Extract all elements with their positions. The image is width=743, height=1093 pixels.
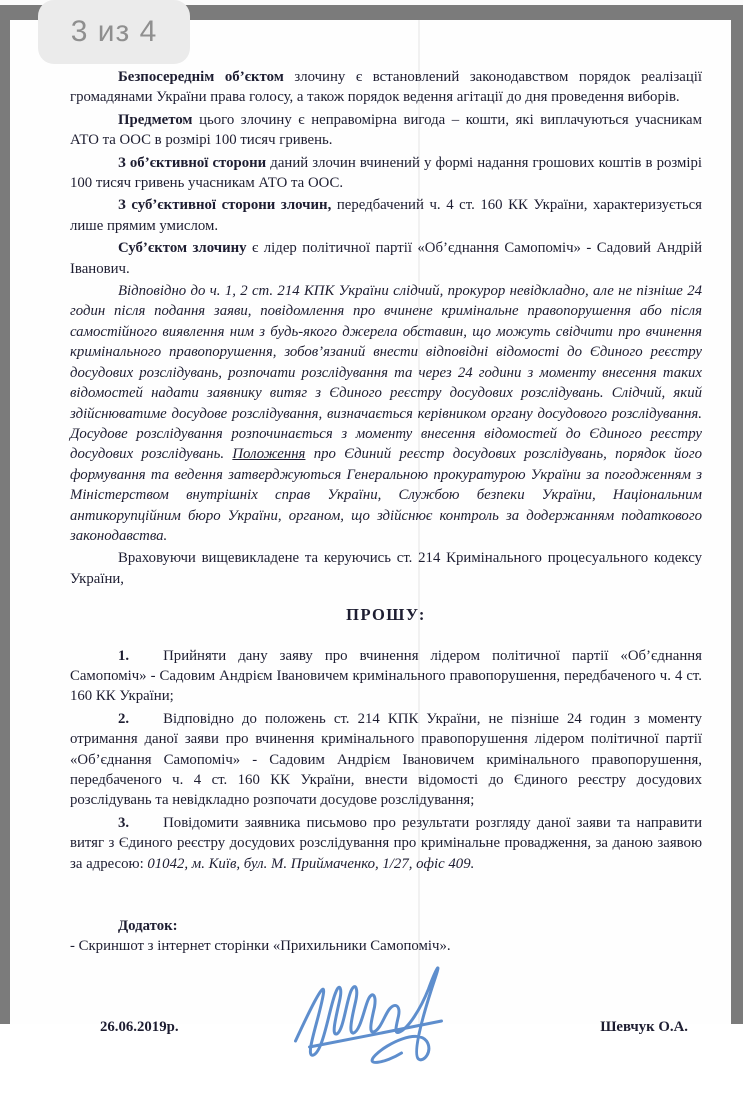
document-date: 26.06.2019р.: [100, 1018, 179, 1035]
attachment-label: Додаток:: [118, 918, 178, 935]
page-indicator-badge: [38, 0, 190, 64]
item-text: Прийняти дану заяву про вчинення лідером політичної партії «Об’єднання Самопоміч» - Садовим Андрієм Івановичем кримінального правопорушення, передбаченого ч. 4 ст. 160 КК України;: [70, 647, 702, 705]
photo-background-right: [731, 5, 743, 1024]
paragraph-lead: З об’єктивної сторони: [118, 154, 267, 171]
request-item-1: [70, 646, 702, 707]
paragraph-closing: [70, 548, 702, 589]
document-page: [10, 20, 731, 1035]
request-item-3: [70, 813, 702, 874]
item-number: 2.: [118, 710, 130, 727]
signer-name: Шевчук О.А.: [600, 1018, 688, 1035]
item-text: Повідомити заявника письмово про результати розгляду даної заяви та направити витяг з Єдиного реєстру досудових розслідування про кримінальне провадження, за даною заявою за адресою:: [70, 814, 702, 872]
legal-quote-text: про Єдиний реєстр досудових розслідувань, порядок його формування та ведення затверджуються Генеральною прокуратурою України за погодженням з Міністерством внутрішніх справ України, Службою безпеки України, Національним антикорупційним бюро України, органом, що здійснює контроль за додержанням податкового законодавства.: [70, 446, 702, 544]
item-number: 3.: [118, 814, 130, 831]
item-text: Відповідно до положень ст. 214 КПК України, не пізніше 24 годин з моменту отримання даної заяви про вчинення кримінального правопорушення лідером політичної партії «Об’єднання Самопоміч» - Садовим Андрієм Івановичем кримінального правопорушення, передбаченого ч. 4 ст. 160 КК України, внести відомості до Єдиного реєстру досудових розслідувань та невідкладно розпочати досудове розслідування;: [70, 710, 702, 809]
paragraph-text: є лідер політичної партії «Об’єднання Самопоміч» - Садовий Андрій Іванович.: [70, 240, 702, 277]
request-heading: ПРОШУ:: [346, 605, 426, 625]
paragraph-text: Враховуючи вищевикладене та керуючись ст. 214 Кримінального процесуального кодексу України,: [70, 550, 702, 587]
paragraph-subjective-side: [70, 195, 702, 236]
attachment-item: - Скриншот з інтернет сторінки «Прихильники Самопоміч».: [70, 938, 451, 955]
request-item-2: [70, 709, 702, 811]
paragraph-text: цього злочину є неправомірна вигода – кошти, які виплачуються учасникам АТО та ООС в розмірі 100 тисяч гривень.: [70, 111, 702, 149]
legal-quote-underlined-word: Положення: [232, 446, 306, 463]
photo-background-left: [0, 12, 10, 1024]
paragraph-objective-side: [70, 153, 702, 194]
paragraph-lead: З суб’єктивної сторони злочин,: [118, 197, 332, 214]
page-indicator-text: 3 из 4: [70, 15, 158, 48]
paragraph-subject-of-crime: [70, 238, 702, 279]
paragraph-lead: Безпосереднім об’єктом: [118, 69, 284, 85]
signature: [282, 955, 472, 1087]
paragraph-text: передбачений ч. 4 ст. 160 КК України, характеризується лише прямим умислом.: [70, 197, 702, 234]
paragraph-lead: Предметом: [118, 111, 193, 128]
paragraph-text: злочину є встановлений законодавством порядок реалізації громадянами України права голосу, а також порядок ведення агітації до дня проведення виборів.: [70, 69, 702, 106]
paragraph-direct-object: [70, 67, 702, 108]
item-number: 1.: [118, 647, 130, 664]
item-address: 01042, м. Київ, бул. М. Приймаченко, 1/27, офіс 409.: [147, 855, 475, 872]
signature-block: [70, 997, 702, 1057]
paragraph-legal-quote: [70, 281, 702, 546]
document-content: [70, 67, 702, 1057]
paragraph-text: даний злочин вчинений у формі надання грошових коштів в розмірі 100 тисяч гривень учасникам АТО та ООС.: [70, 154, 702, 192]
paragraph-subject-matter: [70, 110, 702, 151]
legal-quote-text: Відповідно до ч. 1, 2 ст. 214 КПК України слідчий, прокурор невідкладно, але не пізніше 24 годин після подання заяви, повідомлення про вчинене кримінальне правопорушення або після самостійного виявлення ним з будь-якого джерела обставин, що можуть свідчити про вчинення кримінального правопорушення, зобов’язаний внести відповідні відомості до Єдиного реєстру досудових розслідувань, розпочати розслідування та через 24 години з моменту внесення таких відомостей надати заявнику витяг з Єдиного реєстру досудових розслідувань. Слідчий, який здійснюватиме досудове розслідування, визначається керівником органу досудового розслідування. Досудове розслідування розпочинається з моменту внесення відомостей до Єдиного реєстру досудових розслідувань.: [70, 283, 702, 463]
paragraph-lead: Суб’єктом злочину: [118, 240, 247, 257]
